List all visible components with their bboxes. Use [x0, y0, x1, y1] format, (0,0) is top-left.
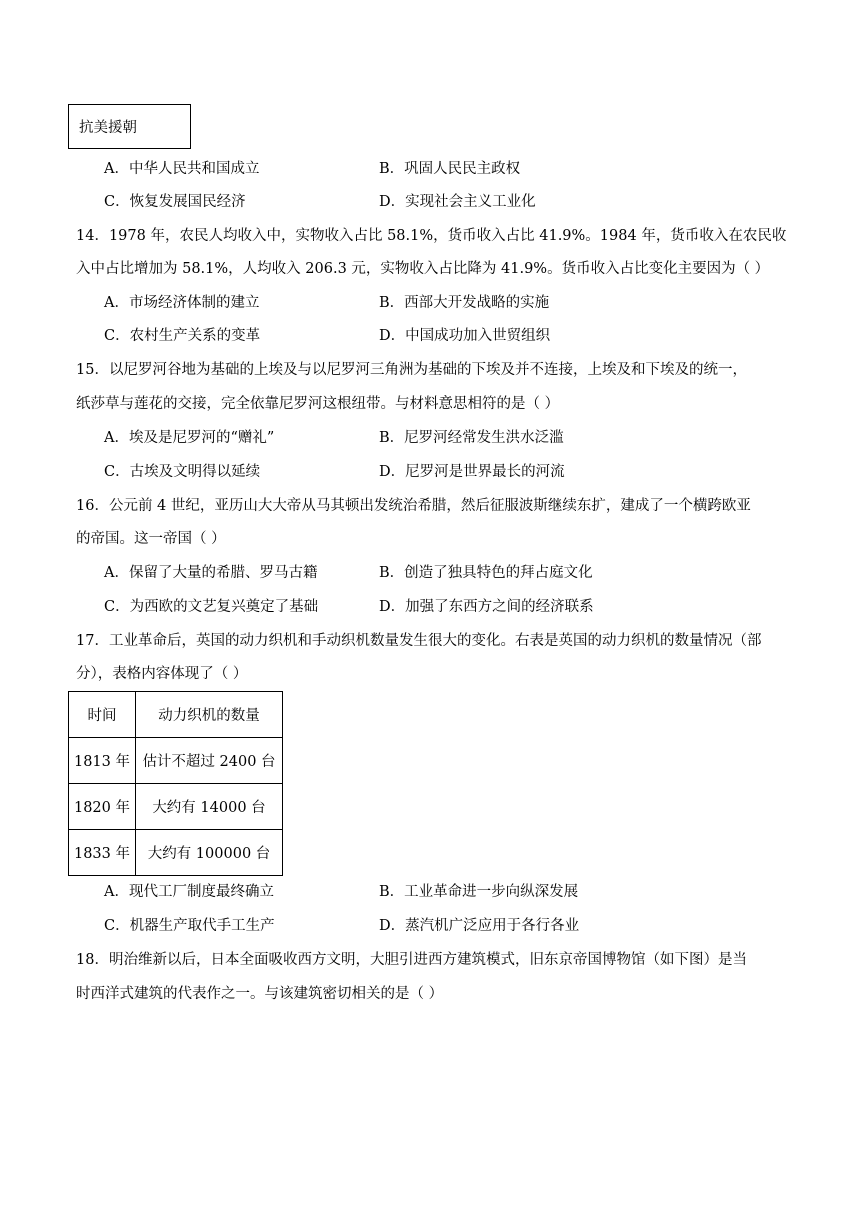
q13-option-a: A．中华人民共和国成立: [104, 161, 260, 177]
table-row: [69, 784, 283, 830]
q13-option-d: D．实现社会主义工业化: [379, 194, 536, 210]
q16-stem-line1: 16．公元前 4 世纪，亚历山大大帝从马其顿出发统治希腊，然后征服波斯继续东扩，建成了一个横跨欧亚: [76, 498, 751, 514]
q17-option-b: B．工业革命进一步向纵深发展: [379, 884, 579, 900]
table-row: [69, 738, 283, 784]
q16-option-d: D．加强了东西方之间的经济联系: [379, 599, 594, 615]
table-cell-count: 估计不超过 2400 台: [136, 738, 283, 784]
q16-stem-line2: 的帝国。这一帝国（ ）: [76, 531, 226, 547]
q14-option-b: B．西部大开发战略的实施: [379, 295, 550, 311]
q14-option-d: D．中国成功加入世贸组织: [379, 328, 551, 344]
q15-option-d: D．尼罗河是世界最长的河流: [379, 464, 565, 480]
q17-option-d: D．蒸汽机广泛应用于各行各业: [379, 918, 580, 934]
q18-stem-line2: 时西洋式建筑的代表作之一。与该建筑密切相关的是（ ）: [76, 986, 444, 1002]
table-header-row: [69, 692, 283, 738]
table-header-cell: 时间: [69, 692, 136, 738]
q17-stem-line1: 17．工业革命后，英国的动力织机和手动织机数量发生很大的变化。右表是英国的动力织机的数量情况（部: [76, 633, 762, 649]
q15-option-c: C．古埃及文明得以延续: [104, 464, 261, 480]
q17-option-a: A．现代工厂制度最终确立: [104, 884, 274, 900]
table-row: [69, 830, 283, 876]
q17-stem-line2: 分），表格内容体现了（ ）: [76, 666, 248, 682]
table-cell-count: 大约有 14000 台: [136, 784, 283, 830]
q15-stem-line2: 纸莎草与莲花的交接，完全依靠尼罗河这根纽带。与材料意思相符的是（ ）: [76, 396, 560, 412]
q13-option-c: C．恢复发展国民经济: [104, 194, 246, 210]
q13-material-box: [68, 104, 191, 149]
q14-stem-line1: 14．1978 年，农民人均收入中，实物收入占比 58.1%，货币收入占比 41.9%。1984 年，货币收入在农民收: [76, 228, 787, 244]
q16-option-a: A．保留了大量的希腊、罗马古籍: [104, 565, 318, 581]
q13-option-b: B．巩固人民民主政权: [379, 161, 521, 177]
table-cell-year: 1813 年: [69, 738, 136, 784]
q18-stem-line1: 18．明治维新以后，日本全面吸收西方文明，大胆引进西方建筑模式，旧东京帝国博物馆（如下图）是当: [76, 952, 747, 968]
table-cell-year: 1820 年: [69, 784, 136, 830]
q15-stem-line1: 15．以尼罗河谷地为基础的上埃及与以尼罗河三角洲为基础的下埃及并不连接，上埃及和下埃及的统一，: [76, 362, 747, 378]
q17-option-c: C．机器生产取代手工生产: [104, 918, 275, 934]
q17-loom-table: [68, 691, 283, 876]
q15-option-a: A．埃及是尼罗河的“赠礼”: [104, 430, 275, 446]
q13-material-text: 抗美援朝: [79, 120, 137, 136]
q16-option-b: B．创造了独具特色的拜占庭文化: [379, 565, 593, 581]
table-cell-year: 1833 年: [69, 830, 136, 876]
q14-stem-line2: 入中占比增加为 58.1%，人均收入 206.3 元，实物收入占比降为 41.9%。货币收入占比变化主要因为（ ）: [76, 261, 770, 277]
q14-option-a: A．市场经济体制的建立: [104, 295, 260, 311]
q16-option-c: C．为西欧的文艺复兴奠定了基础: [104, 599, 319, 615]
table-header-cell: 动力织机的数量: [136, 692, 283, 738]
q15-option-b: B．尼罗河经常发生洪水泛滥: [379, 430, 564, 446]
q14-option-c: C．农村生产关系的变革: [104, 328, 261, 344]
table-cell-count: 大约有 100000 台: [136, 830, 283, 876]
